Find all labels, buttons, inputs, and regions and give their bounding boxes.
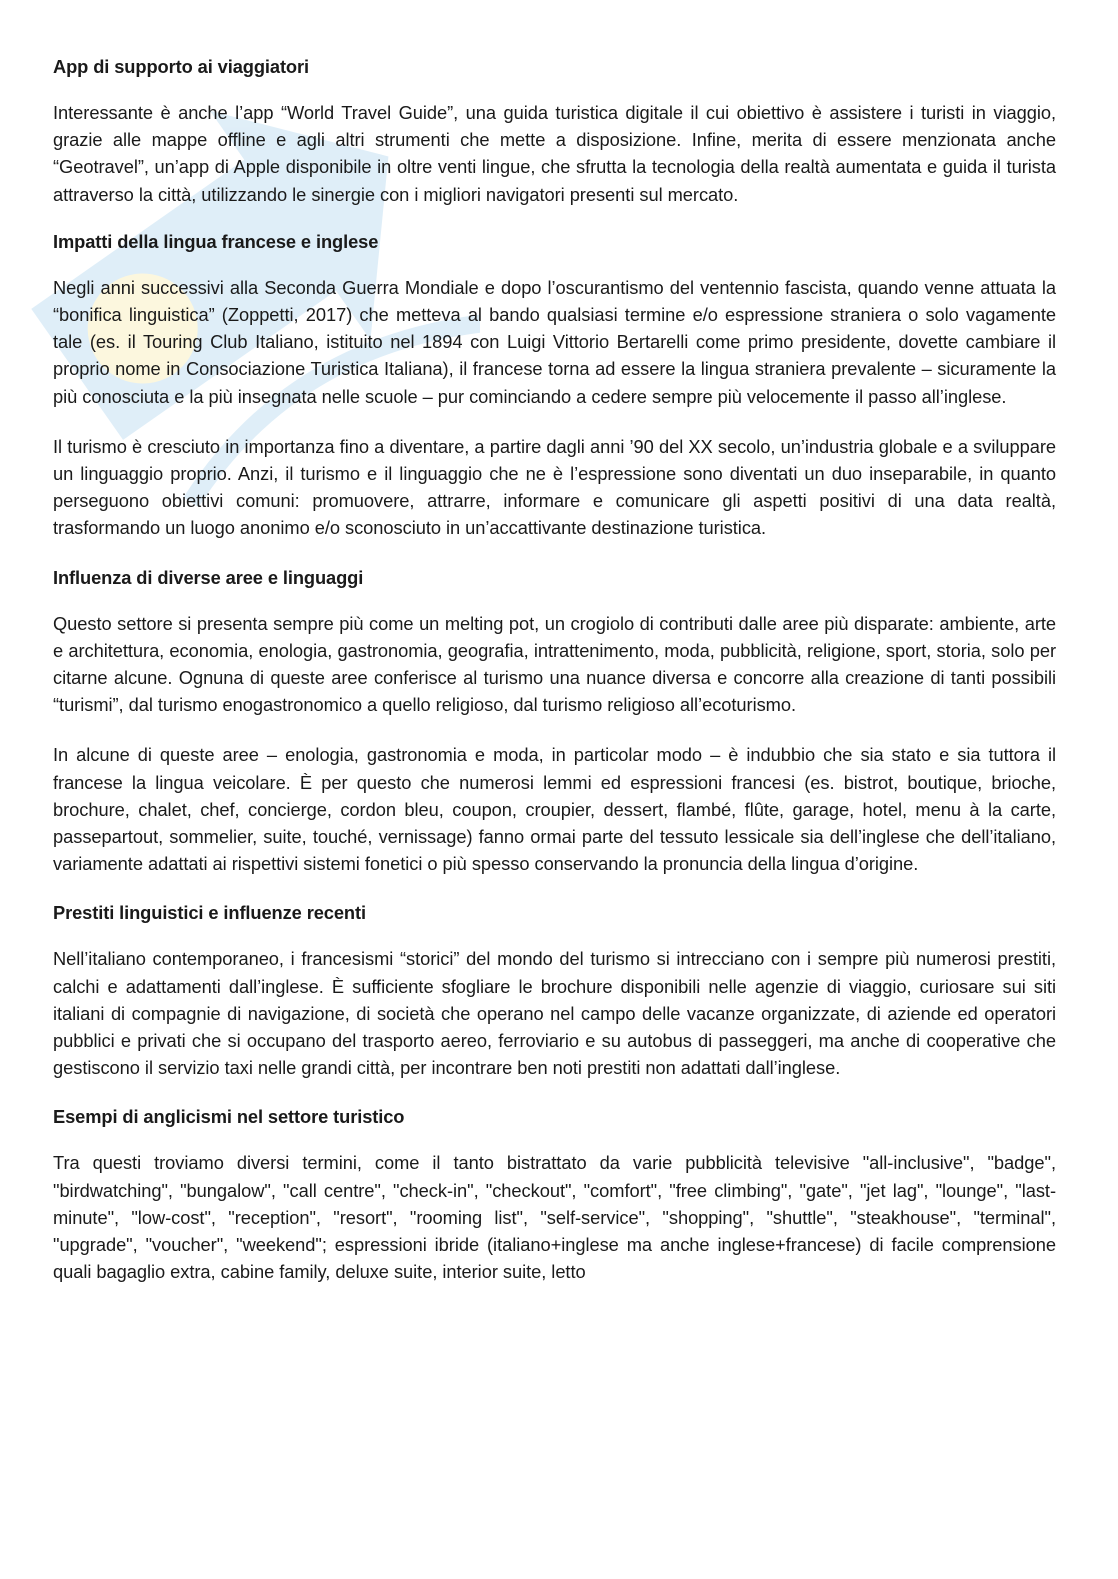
paragraph-french-lexicon: In alcune di queste aree – enologia, gastronomia e moda, in particolar modo – è indubbio che sia stato e sia tuttora il francese la lingua veicolare. È per questo che numerosi lemmi ed espressioni francesi (es. bistrot, boutique, brioche, brochure, chalet, chef, concierge, cordon bleu, coupon, croupier, dessert, flambé, flûte, garage, hotel, menu à la carte, passepartout, sommelier, suite, touché, vernissage) fanno ormai parte del tessuto lessicale sia dell’inglese che dell’italiano, variamente adattati ai rispettivi sistemi fonetici o più spesso conservando la pronuncia della lingua d’origine. — [53, 744, 1056, 875]
paragraph-app-support: Interessante è anche l’app “World Travel Guide”, una guida turistica digitale il cui obiettivo è assistere i turisti in viaggio, grazie alle mappe offline e agli altri strumenti che mette a disposizione. Infine, merita di essere menzionata anche “Geotravel”, un’app di Apple disponibile in oltre venti lingue, che sfrutta la tecnologia della realtà aumentata e guida il turista attraverso la città, utilizzando le sinergie con i migliori navigatori presenti sul mercato. — [53, 102, 1056, 205]
paragraph-melting-pot: Questo settore si presenta sempre più come un melting pot, un crogiolo di contributi dalle aree più disparate: ambiente, arte e architettura, economia, enologia, gastronomia, geografia, intrattenimento, moda, pubblicità, religione, sport, storia, solo per citarne alcune. Ognuna di queste aree conferisce al turismo una nuance diversa e concorre alla creazione di tanti possibili “turismi”, dal turismo enogastronomico a quello religioso, dal turismo religioso all’ecoturismo. — [53, 612, 1056, 716]
paragraph-post-war-french: Negli anni successivi alla Seconda Guerra Mondiale e dopo l’oscurantismo del ventennio fascista, quando venne attuata la “bonifica linguistica” (Zoppetti, 2017) che metteva al bando qualsiasi termine e/o espressione straniera o solo vagamente tale (es. il Touring Club Italiano, istituito nel 1894 con Luigi Vittorio Bertarelli come primo presidente, dovette cambiare il proprio nome in Consociazione Turistica Italiana), il francese torna ad essere la lingua straniera prevalente – sicuramente la più conosciuta e la più insegnata nelle scuole – pur cominciando a cedere sempre più velocemente il passo all’inglese. — [53, 276, 1056, 407]
section-title-loanwords: Prestiti linguistici e influenze recenti — [53, 902, 366, 924]
paragraph-anglicisms-list: Tra questi troviamo diversi termini, come il tanto bistrattato da varie pubblicità televisive "all-inclusive", "badge", "birdwatching", "bungalow", "call centre", "check-in", "checkout", "comfort", "free climbing", "gate", "jet lag", "lounge", "last-minute", "low-cost", "reception", "resort", "rooming list", "self-service", "shopping", "shuttle", "steakhouse", "terminal", "upgrade", "voucher", "weekend"; espressioni ibride (italiano+inglese ma anche inglese+francese) di facile comprensione quali bagaglio extra, cabine family, deluxe suite, interior suite, letto — [53, 1152, 1056, 1283]
section-title-language-impacts: Impatti della lingua francese e inglese — [53, 230, 379, 252]
section-title-app-support: App di supporto ai viaggiatori — [53, 56, 309, 77]
section-title-areas-influence: Influenza di diverse aree e linguaggi — [53, 566, 364, 588]
paragraph-tourism-growth: Il turismo è cresciuto in importanza fino a diventare, a partire dagli anni ’90 del XX secolo, un’industria globale e a sviluppare un linguaggio proprio. Anzi, il turismo e il linguaggio che ne è l’espressione sono diventati un duo inseparabile, in quanto perseguono obiettivi comuni: promuovere, attrarre, informare e comunicare gli aspetti positivi di una data realtà, trasformando un luogo anonimo e/o sconosciuto in un’accattivante destinazione turistica. — [53, 435, 1056, 539]
section-title-anglicisms-examples: Esempi di anglicismi nel settore turistico — [53, 1106, 405, 1128]
paragraph-english-loans: Nell’italiano contemporaneo, i francesismi “storici” del mondo del turismo si intrecciano con i sempre più numerosi prestiti, calchi e adattamenti dall’inglese. È sufficiente sfogliare le brochure disponibili nelle agenzie di viaggio, curiosare sui siti italiani di compagnie di navigazione, di società che operano nel campo delle vacanze organizzate, di aziende ed operatori pubblici e privati che si occupano del trasporto aereo, ferroviario e su autobus di passeggeri, ma anche di cooperative che gestiscono il servizio taxi nelle grandi città, per incontrare ben noti prestiti non adattati dall’inglese. — [53, 948, 1056, 1079]
